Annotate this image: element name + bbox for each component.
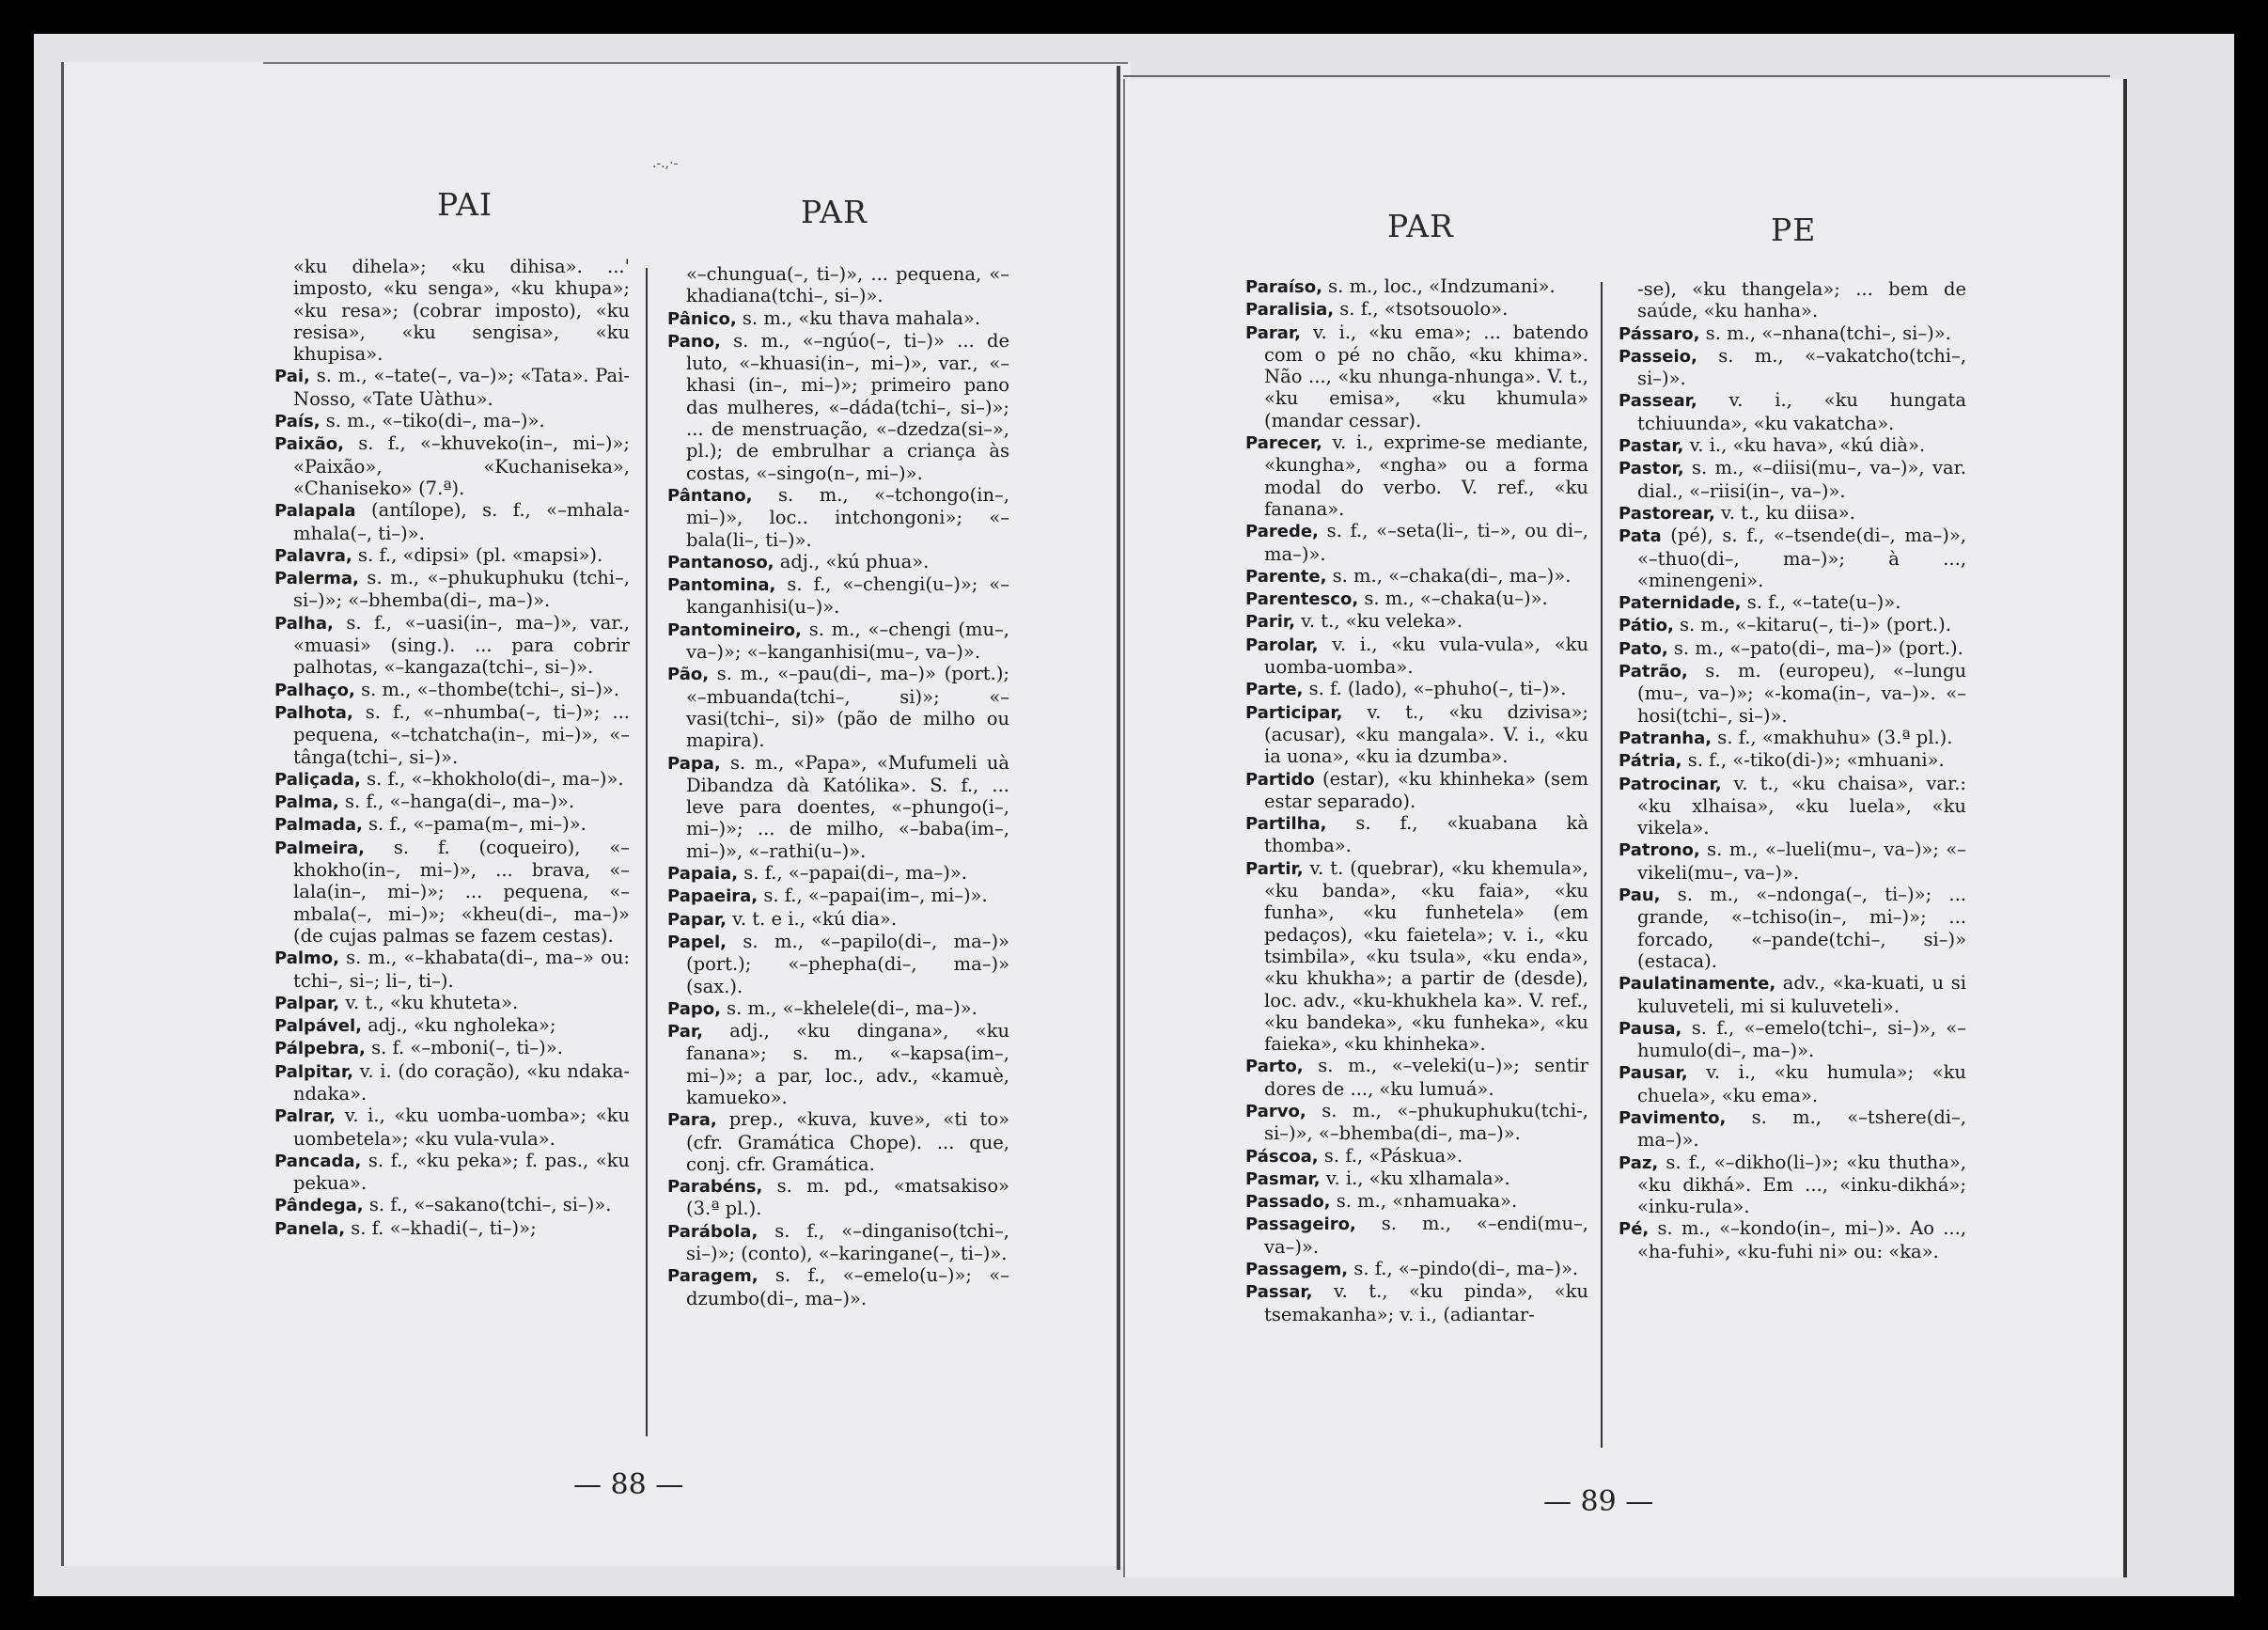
entry-definition: (antílope), s. f., «–mhala-mhala(–, ti–)».	[293, 499, 630, 544]
dictionary-entry	[274, 612, 630, 679]
entry-headword: Papaia,	[667, 864, 739, 885]
entry-definition: v. t., «ku veleka».	[1294, 610, 1463, 633]
dictionary-entry	[667, 1175, 1009, 1220]
entry-definition: v. t., ku diisa».	[1714, 501, 1855, 524]
entry-definition: s. f. «–mboni(–, ti–)».	[365, 1037, 563, 1059]
dictionary-entry	[1245, 321, 1588, 431]
entry-definition: (pé), s. f., «–tsende(di–, ma–)», «–thuo(di–, ma–)»; à ..., «minengeni».	[1637, 525, 1966, 591]
entry-definition: v. t. e i., «kú dia».	[726, 907, 898, 930]
entry-headword: Patrocinar,	[1619, 774, 1722, 794]
entry-headword: Parto,	[1245, 1057, 1304, 1077]
entry-headword: Partir,	[1245, 858, 1304, 879]
dictionary-entry	[667, 663, 1009, 751]
entry-headword: Palmo,	[274, 948, 339, 969]
left-column-divider	[646, 268, 648, 1436]
dictionary-entry	[1245, 298, 1588, 321]
dictionary-entry	[1245, 678, 1588, 700]
dictionary-entry	[274, 768, 630, 791]
dictionary-entry	[1619, 749, 1966, 772]
entry-definition: s. f., «–pindo(di–, ma–)».	[1348, 1258, 1579, 1280]
entry-definition: s. m., «–ndonga(–, ti–)»; ... grande, «–tchiso(in–, mi–)»; ... forcado, «–pande(tchi–, si–)» (estaca).	[1637, 884, 1966, 972]
dictionary-entry	[1619, 1017, 1966, 1062]
entry-headword: Passagem,	[1245, 1260, 1349, 1280]
entry-definition: s. m., «–papilo(di–, ma–)» (port.); «–phepha(di–, ma–)» (sax.).	[686, 930, 1009, 997]
entry-definition: v. i., «ku xlhamala».	[1320, 1167, 1510, 1189]
left-top-rule	[263, 62, 1128, 64]
entry-headword: Patrão,	[1619, 662, 1688, 682]
dictionary-entry	[1619, 322, 1966, 345]
entry-headword: Pastorear,	[1619, 503, 1715, 524]
entry-headword: Parar,	[1245, 322, 1301, 343]
dictionary-entry	[274, 837, 630, 947]
entry-headword: Páscoa,	[1245, 1146, 1319, 1167]
entry-definition: s. m., «–lueli(mu–, va–)»; «–vikeli(mu–, va–)».	[1637, 839, 1966, 884]
entry-definition: s. f. «–khadi(–, ti–)»;	[345, 1216, 537, 1239]
entry-headword: Papaeira,	[667, 886, 759, 907]
entry-definition: s. f., «tsotsouolo».	[1334, 298, 1509, 321]
left-header-pai: PAI	[437, 186, 493, 223]
entry-definition: v. i. (do coração), «ku ndaka-ndaka».	[293, 1059, 630, 1105]
entry-definition: s. m. pd., «matsakiso» (3.ª pl.).	[686, 1175, 1009, 1220]
entry-definition: v. i., «ku ema»; ... batendo com o pé no chão, «ku khima». Não ..., «ku nhunga-nhunga». V. t., «ku emisa», «ku khumula» (mandar cessar).	[1264, 321, 1588, 431]
entry-headword: Patrono,	[1619, 840, 1700, 861]
dictionary-entry	[1245, 1190, 1588, 1213]
entry-headword: Parábola,	[667, 1221, 759, 1242]
entry-headword: Pavimento,	[1619, 1107, 1727, 1128]
dictionary-entry	[274, 791, 630, 813]
entry-definition: s. f., «–emelo(u–)»; «–dzumbo(di–, ma–)».	[686, 1264, 1009, 1309]
entry-headword: Parecer,	[1245, 433, 1322, 454]
entry-headword: País,	[274, 412, 321, 432]
entry-definition: s. f., «-tiko(di-)»; «mhuani».	[1681, 749, 1945, 772]
dictionary-entry	[667, 1264, 1009, 1309]
dictionary-entry	[1619, 1061, 1966, 1106]
entry-definition: v. i., «ku hungata tchiuunda», «ku vakatcha».	[1637, 389, 1966, 434]
entry-definition: s. f., «–papai(di–, ma–)».	[738, 862, 967, 885]
entry-headword: Palhota,	[274, 702, 353, 723]
dictionary-entry	[1245, 812, 1588, 857]
entry-definition: s. m., «Papa», «Mufumeli uà Dibandza dà Katólika». S. f., ... leve para doentes, «–phungo(i–, mi–)»; ... de milho, «–baba(im–, mi–)», «–rathi(u–)».	[686, 751, 1009, 862]
dictionary-entry	[1619, 1106, 1966, 1152]
entry-definition: s. m., «–pato(di–, ma–)» (port.).	[1667, 636, 1963, 659]
entry-definition: prep., «kuva, kuve», «ti to» (cfr. Gramática Chope). ... que, conj. cfr. Gramática.	[686, 1108, 1009, 1175]
dictionary-entry	[274, 256, 630, 365]
entry-definition: s. m., «–thombe(tchi–, si–)».	[354, 678, 619, 700]
dictionary-entry	[667, 752, 1009, 862]
right-column-1	[1245, 275, 1588, 1325]
entry-definition: s. f., «kuabana kà thomba».	[1264, 812, 1588, 857]
entry-definition: adj., «kú phua».	[774, 550, 930, 572]
right-header-pe: PE	[1771, 212, 1817, 248]
entry-headword: Pai,	[274, 367, 310, 387]
dictionary-entry	[1619, 525, 1966, 591]
entry-headword: Pânico,	[667, 308, 737, 329]
dictionary-entry	[1619, 434, 1966, 457]
dictionary-entry	[1619, 457, 1966, 502]
entry-headword: Parabéns,	[667, 1177, 763, 1198]
dictionary-entry	[1619, 389, 1966, 434]
entry-headword: Parede,	[1245, 522, 1319, 542]
entry-headword: Papel,	[667, 932, 727, 952]
entry-headword: Passar,	[1245, 1282, 1313, 1303]
entry-headword: Para,	[667, 1110, 717, 1131]
entry-headword: Partido	[1245, 769, 1315, 790]
dictionary-entry	[274, 1150, 630, 1195]
dictionary-entry	[1619, 884, 1966, 972]
entry-headword: Paulatinamente,	[1619, 974, 1776, 995]
entry-headword: Parir,	[1245, 612, 1295, 633]
dictionary-entry	[1245, 565, 1588, 588]
ink-mark: .-.,·-	[652, 156, 679, 171]
entry-headword: Palma,	[274, 792, 339, 813]
entry-headword: Participar,	[1245, 702, 1343, 723]
entry-headword: Palpitar,	[274, 1061, 353, 1082]
entry-definition: v. i., «ku hava», «kú dià».	[1683, 434, 1926, 457]
entry-headword: Paragem,	[667, 1266, 759, 1287]
entry-definition: s. f., «ku peka»; f. pas., «ku pekua».	[293, 1149, 630, 1195]
dictionary-entry	[1245, 431, 1588, 520]
dictionary-entry	[274, 1014, 630, 1037]
left-column-1	[274, 256, 630, 1240]
dictionary-entry	[274, 1060, 630, 1105]
dictionary-entry	[1245, 1055, 1588, 1100]
entry-headword: Paternidade,	[1619, 593, 1742, 614]
entry-headword: Pândega,	[274, 1196, 364, 1216]
dictionary-entry	[1619, 502, 1966, 525]
entry-definition: v. i., «ku uomba-uomba»; «ku uombetela»; «ku vula-vula».	[293, 1105, 630, 1150]
entry-headword: Passado,	[1245, 1192, 1331, 1213]
dictionary-entry	[274, 679, 630, 701]
entry-definition: adj., «ku ngholeka»;	[362, 1014, 556, 1037]
entry-headword: Passear,	[1619, 391, 1697, 412]
entry-headword: Pasmar,	[1245, 1168, 1321, 1189]
entry-definition: s. m., «–kondo(in–, mi–)». Ao ..., «ha-fuhi», «ku-fuhi ni» ou: «ka».	[1637, 1217, 1966, 1262]
entry-definition: s. m., «–phukuphuku (tchi–, si–)»; «–bhemba(di–, ma–)».	[293, 567, 630, 612]
entry-definition: s. m., «–chaka(di–, ma–)».	[1326, 564, 1572, 587]
entry-definition: s. f. (coqueiro), «–khokho(in–, mi–)», ... brava, «–lala(in–, mi–)»; ... pequena, «–mbala(–, mi–)»; «kheu(di–, ma–)» (de cujas palmas se fazem cestas).	[293, 836, 630, 947]
entry-definition: s. f. (lado), «–phuho(–, ti–)».	[1303, 678, 1567, 700]
entry-definition: s. m., «–nhana(tchi–, si–)».	[1699, 321, 1951, 344]
entry-headword: Passeio,	[1619, 346, 1697, 367]
entry-definition: s. f., «–sakano(tchi–, si–)».	[363, 1194, 612, 1216]
right-header-par: PAR	[1387, 208, 1454, 244]
left-page-number: — 88 —	[573, 1468, 684, 1501]
entry-definition: (estar), «ku khinheka» (sem estar separado).	[1264, 767, 1588, 812]
dictionary-entry	[274, 1105, 630, 1150]
entry-definition: v. i., «ku vula-vula», «ku uomba-uomba».	[1264, 633, 1588, 679]
entry-definition: s. f., «–seta(li–, ti–», ou di–, ma–)».	[1264, 520, 1588, 565]
right-column-2	[1619, 278, 1966, 1262]
entry-headword: Paraíso,	[1245, 277, 1322, 297]
dictionary-entry	[1619, 727, 1966, 749]
entry-definition: s. m., «nhamuaka».	[1330, 1190, 1518, 1213]
dictionary-entry	[274, 992, 630, 1014]
dictionary-entry	[1245, 275, 1588, 298]
dictionary-entry	[1245, 1168, 1588, 1190]
right-page-number: — 89 —	[1543, 1485, 1654, 1518]
dictionary-entry	[1245, 701, 1588, 768]
entry-definition: s. f., «–dikho(li–)»; «ku thutha», «ku dikhá». Em ..., «inku-dikhá»; «inku-rula».	[1637, 1151, 1966, 1218]
dictionary-entry	[1245, 588, 1588, 610]
entry-definition: s. m., «–chengi (mu–, va–)»; «–kanganhisi(mu–, va–)».	[686, 618, 1009, 664]
entry-headword: Pata	[1619, 526, 1662, 547]
entry-definition: s. f., «Páskua».	[1318, 1144, 1463, 1167]
entry-headword: Papo,	[667, 998, 721, 1019]
entry-definition: s. m., «–tchongo(in–, mi–)», loc.. intchongoni»; «–bala(li–, ti–)».	[686, 483, 1009, 551]
entry-definition: s. m., «–khelele(di–, ma–)».	[720, 996, 978, 1019]
entry-headword: Palmeira,	[274, 838, 366, 858]
entry-definition: s. f., «–pama(m–, mi–)».	[362, 813, 587, 836]
dictionary-entry	[274, 432, 630, 499]
entry-headword: Parentesco,	[1245, 589, 1359, 610]
entry-definition: v. t., «ku chaisa», var.: «ku xlhaisa», «ku luela», «ku vikela».	[1637, 772, 1966, 839]
dictionary-entry	[274, 567, 630, 612]
dictionary-entry	[1619, 591, 1966, 614]
entry-definition: s. m., «–tate(–, va–)»; «Tata». Pai-Nosso, «Tate Uàthu».	[293, 365, 630, 410]
entry-headword: Pálpebra,	[274, 1039, 366, 1059]
entry-headword: Papa,	[667, 753, 721, 774]
entry-definition: «–chungua(–, ti–)», ... pequena, «–khadiana(tchi–, si–)».	[686, 263, 1009, 307]
entry-definition: s. m., loc., «Indzumani».	[1322, 275, 1556, 297]
entry-headword: Pausa,	[1619, 1018, 1682, 1039]
dictionary-entry	[667, 551, 1009, 573]
entry-headword: Palpar,	[274, 993, 340, 1013]
left-column-2	[667, 263, 1009, 1309]
entry-headword: Pantomina,	[667, 575, 776, 596]
entry-definition: v. i., exprime-se mediante, «kungha», «ngha» ou a forma modal do verbo. V. ref., «ku fanana».	[1264, 431, 1588, 520]
dictionary-entry	[667, 997, 1009, 1020]
entry-headword: Pano,	[667, 331, 721, 352]
dictionary-entry	[1245, 1213, 1588, 1258]
entry-definition: s. f., «–papai(im–, mi–)».	[758, 885, 988, 907]
dictionary-entry	[274, 701, 630, 768]
entry-definition: v. i., «ku humula»; «ku chuela», «ku ema».	[1637, 1061, 1966, 1106]
dictionary-entry	[667, 307, 1009, 330]
entry-headword: Pântano,	[667, 485, 753, 506]
dictionary-entry	[1245, 1145, 1588, 1168]
entry-definition: v. t., «ku dzivisa»; (acusar), «ku mangala». V. i., «ku ia uona», «ku ia dzumba».	[1264, 700, 1588, 768]
dictionary-entry	[274, 1037, 630, 1059]
dictionary-entry	[1245, 1258, 1588, 1280]
entry-headword: Pato,	[1619, 638, 1668, 659]
dictionary-entry	[1245, 768, 1588, 813]
entry-headword: Pé,	[1619, 1219, 1650, 1240]
entry-definition: s. m., «–endi(mu–, va–)».	[1264, 1213, 1588, 1258]
dictionary-entry	[1245, 610, 1588, 633]
dictionary-entry	[667, 330, 1009, 484]
dictionary-entry	[667, 1020, 1009, 1108]
dictionary-entry	[1619, 839, 1966, 884]
entry-definition: s. m., «ku thava mahala».	[736, 306, 981, 329]
dictionary-entry	[1245, 857, 1588, 1056]
entry-headword: Panela,	[274, 1218, 346, 1239]
entry-headword: Pastor,	[1619, 459, 1684, 479]
dictionary-entry	[274, 544, 630, 567]
dictionary-entry	[1245, 1100, 1588, 1145]
left-header-par: PAR	[801, 194, 868, 230]
entry-definition: s. m., «–khabata(di–, ma–» ou: tchi–, si–; li–, ti–).	[293, 947, 630, 992]
dictionary-entry	[1619, 972, 1966, 1017]
entry-headword: Pancada,	[274, 1151, 362, 1171]
entry-definition: v. t. (quebrar), «ku khemula», «ku banda», «ku faia», «ku funha», «ku funhetela» (em pedaços), «ku faietela»; v. i., «ku tsimbila», «ku tsula», «ku enda», «ku khukha»; a partir de (desde), loc. adv., «ku-khukhela ka». V. ref., «ku bandeka», «ku funheka», «ku faieka», «ku khinheka».	[1264, 856, 1588, 1056]
entry-definition: -se), «ku thangela»; ... bem de saúde, «ku hanha».	[1637, 278, 1966, 322]
dictionary-entry	[274, 1194, 630, 1216]
entry-headword: Pantomineiro,	[667, 619, 802, 640]
entry-definition: v. t., «ku pinda», «ku tsemakanha»; v. i., (adiantar-	[1264, 1280, 1588, 1325]
entry-definition: s. f., «–hanga(di–, ma–)».	[338, 791, 575, 813]
dictionary-entry	[667, 931, 1009, 997]
dictionary-entry	[1245, 1280, 1588, 1325]
entry-definition: s. m., «–phukuphuku(tchi-, si–)», «–bhemba(di–, ma–)».	[1264, 1099, 1588, 1145]
entry-definition: s. f., «–chengi(u–)»; «–kanganhisi(u–)».	[686, 573, 1009, 619]
dictionary-entry	[667, 484, 1009, 551]
entry-headword: Paralisia,	[1245, 300, 1335, 321]
entry-headword: Pausar,	[1619, 1063, 1688, 1084]
dictionary-entry	[1619, 345, 1966, 390]
dictionary-entry	[667, 885, 1009, 907]
entry-definition: s. m., «–veleki(u–)»; sentir dores de ..., «ku lumuá».	[1264, 1055, 1588, 1100]
entry-definition: «ku dihela»; «ku dihisa». ...' imposto, «ku senga», «ku khupa»; «ku resa»; (cobrar imposto), «ku resisa», «ku sengisa», «ku khupisa».	[293, 256, 630, 366]
dictionary-entry	[667, 263, 1009, 307]
dictionary-entry	[667, 1108, 1009, 1175]
entry-headword: Palapala	[274, 501, 356, 522]
book-gutter	[1117, 66, 1120, 1570]
entry-headword: Paliçada,	[274, 769, 361, 790]
entry-headword: Palrar,	[274, 1106, 336, 1127]
entry-definition: s. m., «–diisi(mu–, va–)», var. dial., «–riisi(in–, va–)».	[1637, 457, 1966, 502]
dictionary-entry	[667, 1220, 1009, 1265]
entry-headword: Palpável,	[274, 1016, 363, 1037]
entry-definition: v. t., «ku khuteta».	[339, 991, 519, 1013]
entry-headword: Parvo,	[1245, 1101, 1306, 1121]
entry-headword: Pátio,	[1619, 616, 1674, 636]
entry-headword: Parente,	[1245, 566, 1327, 587]
entry-headword: Pau,	[1619, 886, 1661, 906]
entry-definition: s. m., «–kitaru(–, ti–)» (port.).	[1673, 614, 1951, 636]
entry-headword: Palerma,	[274, 569, 359, 589]
right-top-rule	[1123, 75, 2110, 77]
entry-definition: adv., «ka-kuati, u si kuluveteli, mi si kuluveteli».	[1637, 972, 1966, 1017]
entry-definition: s. m., «–pau(di–, ma–)» (port.); «–mbuanda(tchi–, si)»; «–vasi(tchi–, si)» (pão de milho ou mapira).	[686, 663, 1009, 752]
dictionary-entry	[274, 947, 630, 992]
dictionary-entry	[1619, 1152, 1966, 1218]
dictionary-entry	[1245, 520, 1588, 565]
entry-definition: s. m., «–chaka(u–)».	[1358, 588, 1548, 610]
entry-definition: s. f., «–emelo(tchi–, si–)», «–humulo(di–, ma–)».	[1637, 1016, 1966, 1062]
entry-headword: Par,	[667, 1022, 703, 1042]
dictionary-entry	[274, 410, 630, 432]
entry-definition: s. m., «–ngúo(–, ti–)» ... de luto, «–khuasi(in–, mi–)», var., «–khasi (in–, mi–)»; primeiro pano das mulheres, «–dáda(tchi–, si–)»; ... de menstruação, «–dzedza(si–», pl.); de embrulhar a criança às costas, «–singo(n–, mi–)».	[686, 329, 1009, 484]
dictionary-entry	[274, 813, 630, 836]
dictionary-entry	[667, 619, 1009, 664]
dictionary-entry	[667, 908, 1009, 931]
entry-headword: Palhaço,	[274, 680, 355, 700]
entry-definition: s. f., «–khokholo(di–, ma–)».	[360, 767, 624, 790]
dictionary-entry	[1619, 1217, 1966, 1262]
entry-definition: s. f., «–tate(u–)».	[1741, 591, 1901, 614]
entry-headword: Partilha,	[1245, 814, 1327, 835]
entry-headword: Pastar,	[1619, 436, 1684, 457]
entry-definition: s. f., «–khuveko(in–, mi–)»; «Paixão», «Kuchaniseka», «Chaniseko» (7.ª).	[293, 432, 630, 499]
entry-headword: Parte,	[1245, 680, 1304, 700]
entry-definition: s. f., «dipsi» (pl. «mapsi»).	[352, 543, 603, 566]
dictionary-entry	[1619, 660, 1966, 727]
dictionary-entry	[274, 1217, 630, 1240]
dictionary-entry	[1619, 773, 1966, 839]
entry-definition: s. m., «–tshere(di–, ma–)».	[1637, 1105, 1966, 1152]
entry-headword: Paixão,	[274, 434, 344, 455]
entry-headword: Passageiro,	[1245, 1215, 1356, 1235]
entry-definition: s. m., «–vakatcho(tchi–, si–)».	[1637, 344, 1966, 390]
entry-headword: Palavra,	[274, 545, 352, 566]
entry-definition: s. f., «makhuhu» (3.ª pl.).	[1712, 726, 1953, 748]
entry-definition: s. f., «–dinganiso(tchi–, si–)»; (conto), «–karingane(–, ti–)».	[686, 1219, 1009, 1265]
dictionary-entry	[1619, 278, 1966, 322]
entry-headword: Palha,	[274, 613, 334, 634]
dictionary-entry	[274, 365, 630, 410]
dictionary-entry	[1245, 634, 1588, 679]
entry-definition: s. f., «–uasi(in–, ma–)», var., «muasi» (sing.). ... para cobrir palhotas, «–kangaza(tchi–, si–)».	[293, 611, 630, 679]
entry-definition: s. m. (europeu), «–lungu (mu–, va–)»; «-koma(in–, va–)». «–hosi(tchi–, si–)».	[1637, 660, 1966, 727]
entry-headword: Palmada,	[274, 815, 363, 836]
entry-headword: Pátria,	[1619, 751, 1682, 772]
dictionary-entry	[274, 499, 630, 544]
entry-headword: Papar,	[667, 909, 727, 930]
dictionary-entry	[667, 862, 1009, 885]
entry-headword: Pão,	[667, 665, 710, 685]
right-column-divider	[1601, 282, 1603, 1448]
entry-definition: s. f., «–nhumba(–, ti–)»; ... pequena, «–tchatcha(in–, mi–)», «–tânga(tchi–, si–)».	[293, 700, 630, 768]
entry-headword: Pássaro,	[1619, 323, 1700, 344]
entry-headword: Pantanoso,	[667, 552, 774, 572]
dictionary-entry	[1619, 614, 1966, 636]
entry-definition: s. m., «–tiko(di–, ma–)».	[320, 410, 545, 432]
dictionary-entry	[1619, 637, 1966, 660]
dictionary-entry	[667, 573, 1009, 619]
entry-definition: adj., «ku dingana», «ku fanana»; s. m., «–kapsa(im–, mi–)»; a par, loc., adv., «kamuè, kamueko».	[686, 1020, 1009, 1108]
entry-headword: Paz,	[1619, 1152, 1659, 1173]
entry-headword: Parolar,	[1245, 635, 1319, 655]
entry-headword: Patranha,	[1619, 728, 1713, 748]
